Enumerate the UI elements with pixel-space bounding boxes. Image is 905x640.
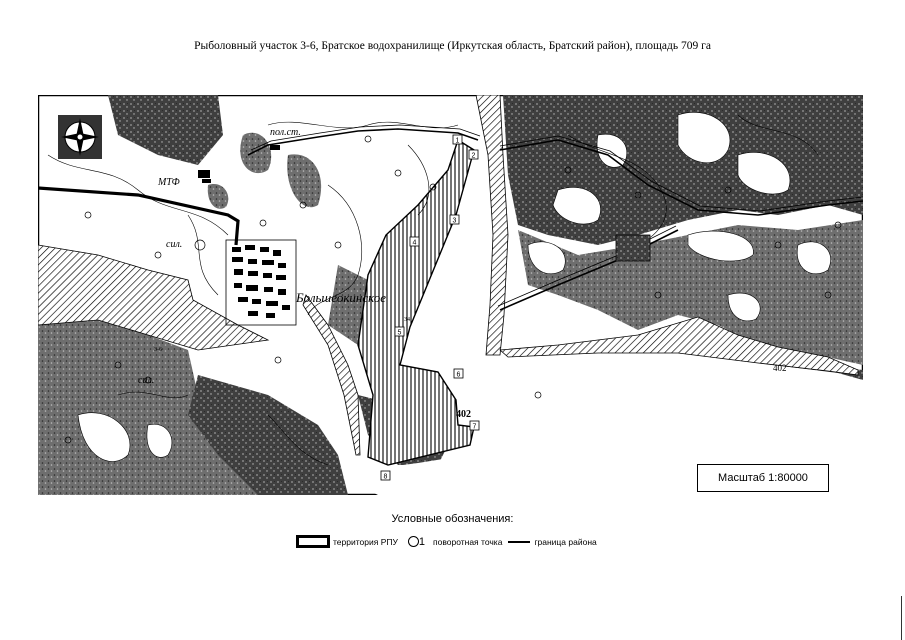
elevation-label-2: 402 [773, 363, 787, 373]
turning-point-6 [454, 369, 463, 379]
turning-point-symbol-icon [408, 536, 419, 547]
svg-text:6: 6 [456, 371, 461, 379]
svg-text:7: 7 [472, 423, 477, 431]
svg-text:8: 8 [383, 473, 388, 481]
page-edge-mark [901, 596, 902, 640]
district-boundary-label: граница района [534, 536, 597, 547]
elevation-label: 402 [456, 409, 471, 420]
turning-point-8 [381, 471, 390, 481]
district-boundary-line-icon [508, 541, 530, 543]
legend-title: Условные обозначения: [391, 513, 514, 525]
svg-text:1: 1 [455, 137, 460, 145]
legend [296, 535, 597, 548]
turning-point-7 [470, 421, 479, 431]
turning-point-1 [453, 135, 462, 145]
fishing-area-map [38, 95, 863, 495]
rpu-territory-label: территория РПУ [333, 536, 398, 547]
turning-point-label: поворотная точка [433, 536, 503, 547]
sil-label-2: сил. [138, 375, 155, 386]
pol-st-label: пол.ст. [270, 127, 301, 138]
turning-point-3 [450, 215, 459, 225]
sil-label-1: сил. [166, 239, 183, 250]
svg-text:3: 3 [452, 217, 457, 225]
minor-label-2: 3-6 [154, 347, 162, 353]
turning-point-number: 1 [418, 535, 425, 548]
svg-text:5: 5 [397, 329, 402, 337]
mtf-label: МТФ [158, 177, 180, 188]
scale-box: Масштаб 1:80000 [697, 464, 829, 492]
settlement-label: Большеокинское [296, 290, 386, 305]
svg-text:2: 2 [471, 152, 476, 160]
turning-point-2 [469, 150, 478, 160]
turning-point-5 [395, 327, 404, 337]
turning-point-4 [410, 237, 419, 247]
compass-rose-icon [58, 115, 102, 159]
minor-label-1: 34 [404, 317, 410, 323]
rpu-territory-swatch [296, 535, 330, 548]
map-title: Рыболовный участок 3-6, Братское водохранилище (Иркутская область, Братский район), площадь 709 га [194, 40, 711, 52]
svg-text:4: 4 [412, 239, 417, 247]
